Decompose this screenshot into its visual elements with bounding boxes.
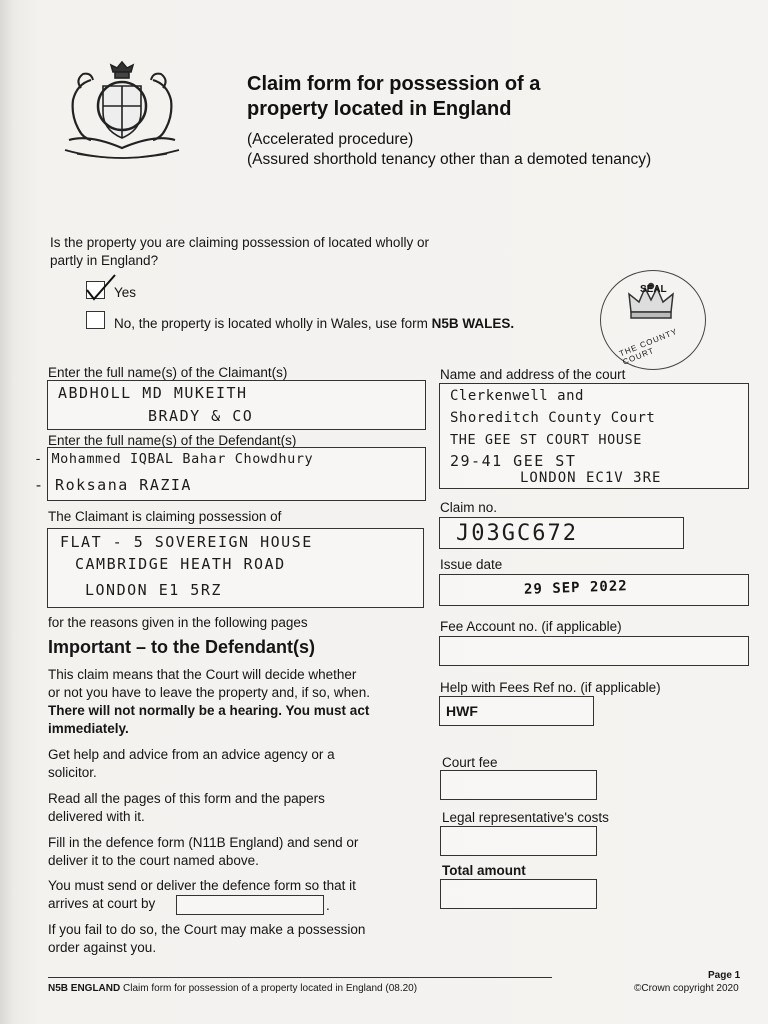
important-p2-line2: solicitor. [48, 765, 97, 780]
form-subtitle-line1: (Accelerated procedure) [247, 131, 414, 148]
footer-form-reference [48, 983, 568, 994]
important-p4-line2: deliver it to the court named above. [48, 853, 259, 868]
footer-form-description: Claim form for possession of a property located in England (08.20) [123, 983, 418, 994]
court-line1: Clerkenwell and [450, 388, 584, 404]
royal-coat-of-arms-icon [55, 58, 190, 163]
seal-label: SEAL [640, 284, 667, 295]
important-p1-bold-line2: immediately. [48, 721, 129, 736]
important-paragraph-1 [48, 666, 428, 738]
defence-deadline-field[interactable] [176, 895, 324, 915]
important-p3-line2: delivered with it. [48, 809, 145, 824]
yes-label: Yes [114, 285, 137, 300]
important-p6-line1: If you fail to do so, the Court may make a possession [48, 922, 366, 937]
important-p4-line1: Fill in the defence form (N11B England) and send or [48, 835, 359, 850]
footer-form-code: N5B ENGLAND [48, 983, 121, 994]
claim-no-field[interactable] [439, 517, 684, 549]
form-title-line2: property located in England [247, 98, 512, 120]
property-line2: CAMBRIDGE HEATH ROAD [75, 555, 286, 573]
court-line3: THE GEE ST COURT HOUSE [450, 432, 643, 448]
issue-date-stamp: 29 SEP 2022 [523, 578, 628, 598]
fee-account-label: Fee Account no. (if applicable) [440, 619, 622, 634]
important-paragraph-3 [48, 790, 428, 826]
form-title [247, 72, 687, 122]
no-label [114, 315, 584, 332]
claimant-name-line2: BRADY & CO [148, 407, 254, 425]
important-p1-line1: This claim means that the Court will decide whether [48, 667, 357, 682]
property-line1: FLAT - 5 SOVEREIGN HOUSE [60, 533, 313, 551]
legal-costs-label: Legal representative's costs [442, 810, 609, 825]
footer-copyright: ©Crown copyright 2020 [634, 983, 739, 994]
defendant-label: Enter the full name(s) of the Defendant(s) [48, 433, 297, 448]
claimant-name-line1: ABDHOLL MD MUKEITH [58, 384, 248, 402]
defendant-name-field[interactable] [34, 447, 426, 501]
claimant-label: Enter the full name(s) of the Claimant(s) [48, 365, 288, 380]
help-with-fees-label: Help with Fees Ref no. (if applicable) [440, 680, 661, 695]
important-p3-line1: Read all the pages of this form and the papers [48, 791, 325, 806]
help-with-fees-field[interactable] [439, 696, 594, 726]
important-paragraph-6 [48, 921, 428, 957]
court-line2: Shoreditch County Court [450, 410, 656, 426]
important-p5-line2: arrives at court by [48, 896, 156, 911]
form-subtitle-line2: (Assured shorthold tenancy other than a demoted tenancy) [247, 151, 652, 168]
tick-mark-icon [84, 272, 118, 302]
defendant-name-line2: - Roksana RAZIA [34, 476, 192, 494]
location-question [50, 234, 510, 270]
total-amount-label: Total amount [442, 863, 526, 878]
no-checkbox[interactable] [86, 311, 105, 329]
location-question-line2: partly in England? [50, 253, 159, 268]
form-subtitle [247, 130, 747, 170]
no-label-text: No, the property is located wholly in Wales, use form [114, 316, 432, 331]
court-fee-label: Court fee [442, 755, 498, 770]
legal-costs-field[interactable] [440, 826, 597, 856]
claim-no-value: J03GC672 [456, 521, 578, 546]
property-address-field[interactable] [47, 528, 424, 608]
total-amount-field[interactable] [440, 879, 597, 909]
court-label: Name and address of the court [440, 367, 626, 382]
court-fee-field[interactable] [440, 770, 597, 800]
property-label: The Claimant is claiming possession of [48, 509, 282, 524]
important-p5-line1: You must send or deliver the defence form so that it [48, 878, 356, 893]
claimant-name-field[interactable] [47, 380, 426, 430]
important-heading: Important – to the Defendant(s) [48, 637, 316, 657]
court-line5: LONDON EC1V 3RE [520, 470, 662, 486]
form-title-line1: Claim form for possession of a [247, 73, 541, 95]
no-label-form: N5B WALES. [431, 316, 515, 331]
court-address-field[interactable] [439, 383, 749, 489]
defendant-name-line1: - Mohammed IQBAL Bahar Chowdhury [34, 451, 314, 467]
issue-date-field[interactable] [439, 574, 749, 606]
important-p6-line2: order against you. [48, 940, 157, 955]
help-with-fees-value: HWF [446, 703, 478, 719]
important-p2-line1: Get help and advice from an advice agency or a [48, 747, 335, 762]
issue-date-label: Issue date [440, 557, 503, 572]
location-question-line1: Is the property you are claiming possession of located wholly or [50, 235, 429, 250]
seal-text: THE COUNTY COURT [618, 326, 679, 367]
property-line3: LONDON E1 5RZ [85, 581, 222, 599]
footer-divider [48, 977, 552, 978]
fee-account-field[interactable] [439, 636, 749, 666]
important-paragraph-4 [48, 834, 428, 870]
footer-page-number: Page 1 [708, 970, 741, 981]
important-paragraph-2 [48, 746, 428, 782]
important-p1-bold-line1: There will not normally be a hearing. You must act [48, 703, 370, 718]
important-p1-line2: or not you have to leave the property and, if so, when. [48, 685, 370, 700]
claim-no-label: Claim no. [440, 500, 498, 515]
bleed-through-text [690, 60, 760, 960]
court-line4: 29-41 GEE ST [450, 452, 577, 470]
reasons-text: for the reasons given in the following pages [48, 615, 308, 630]
deadline-period: . [326, 898, 330, 913]
